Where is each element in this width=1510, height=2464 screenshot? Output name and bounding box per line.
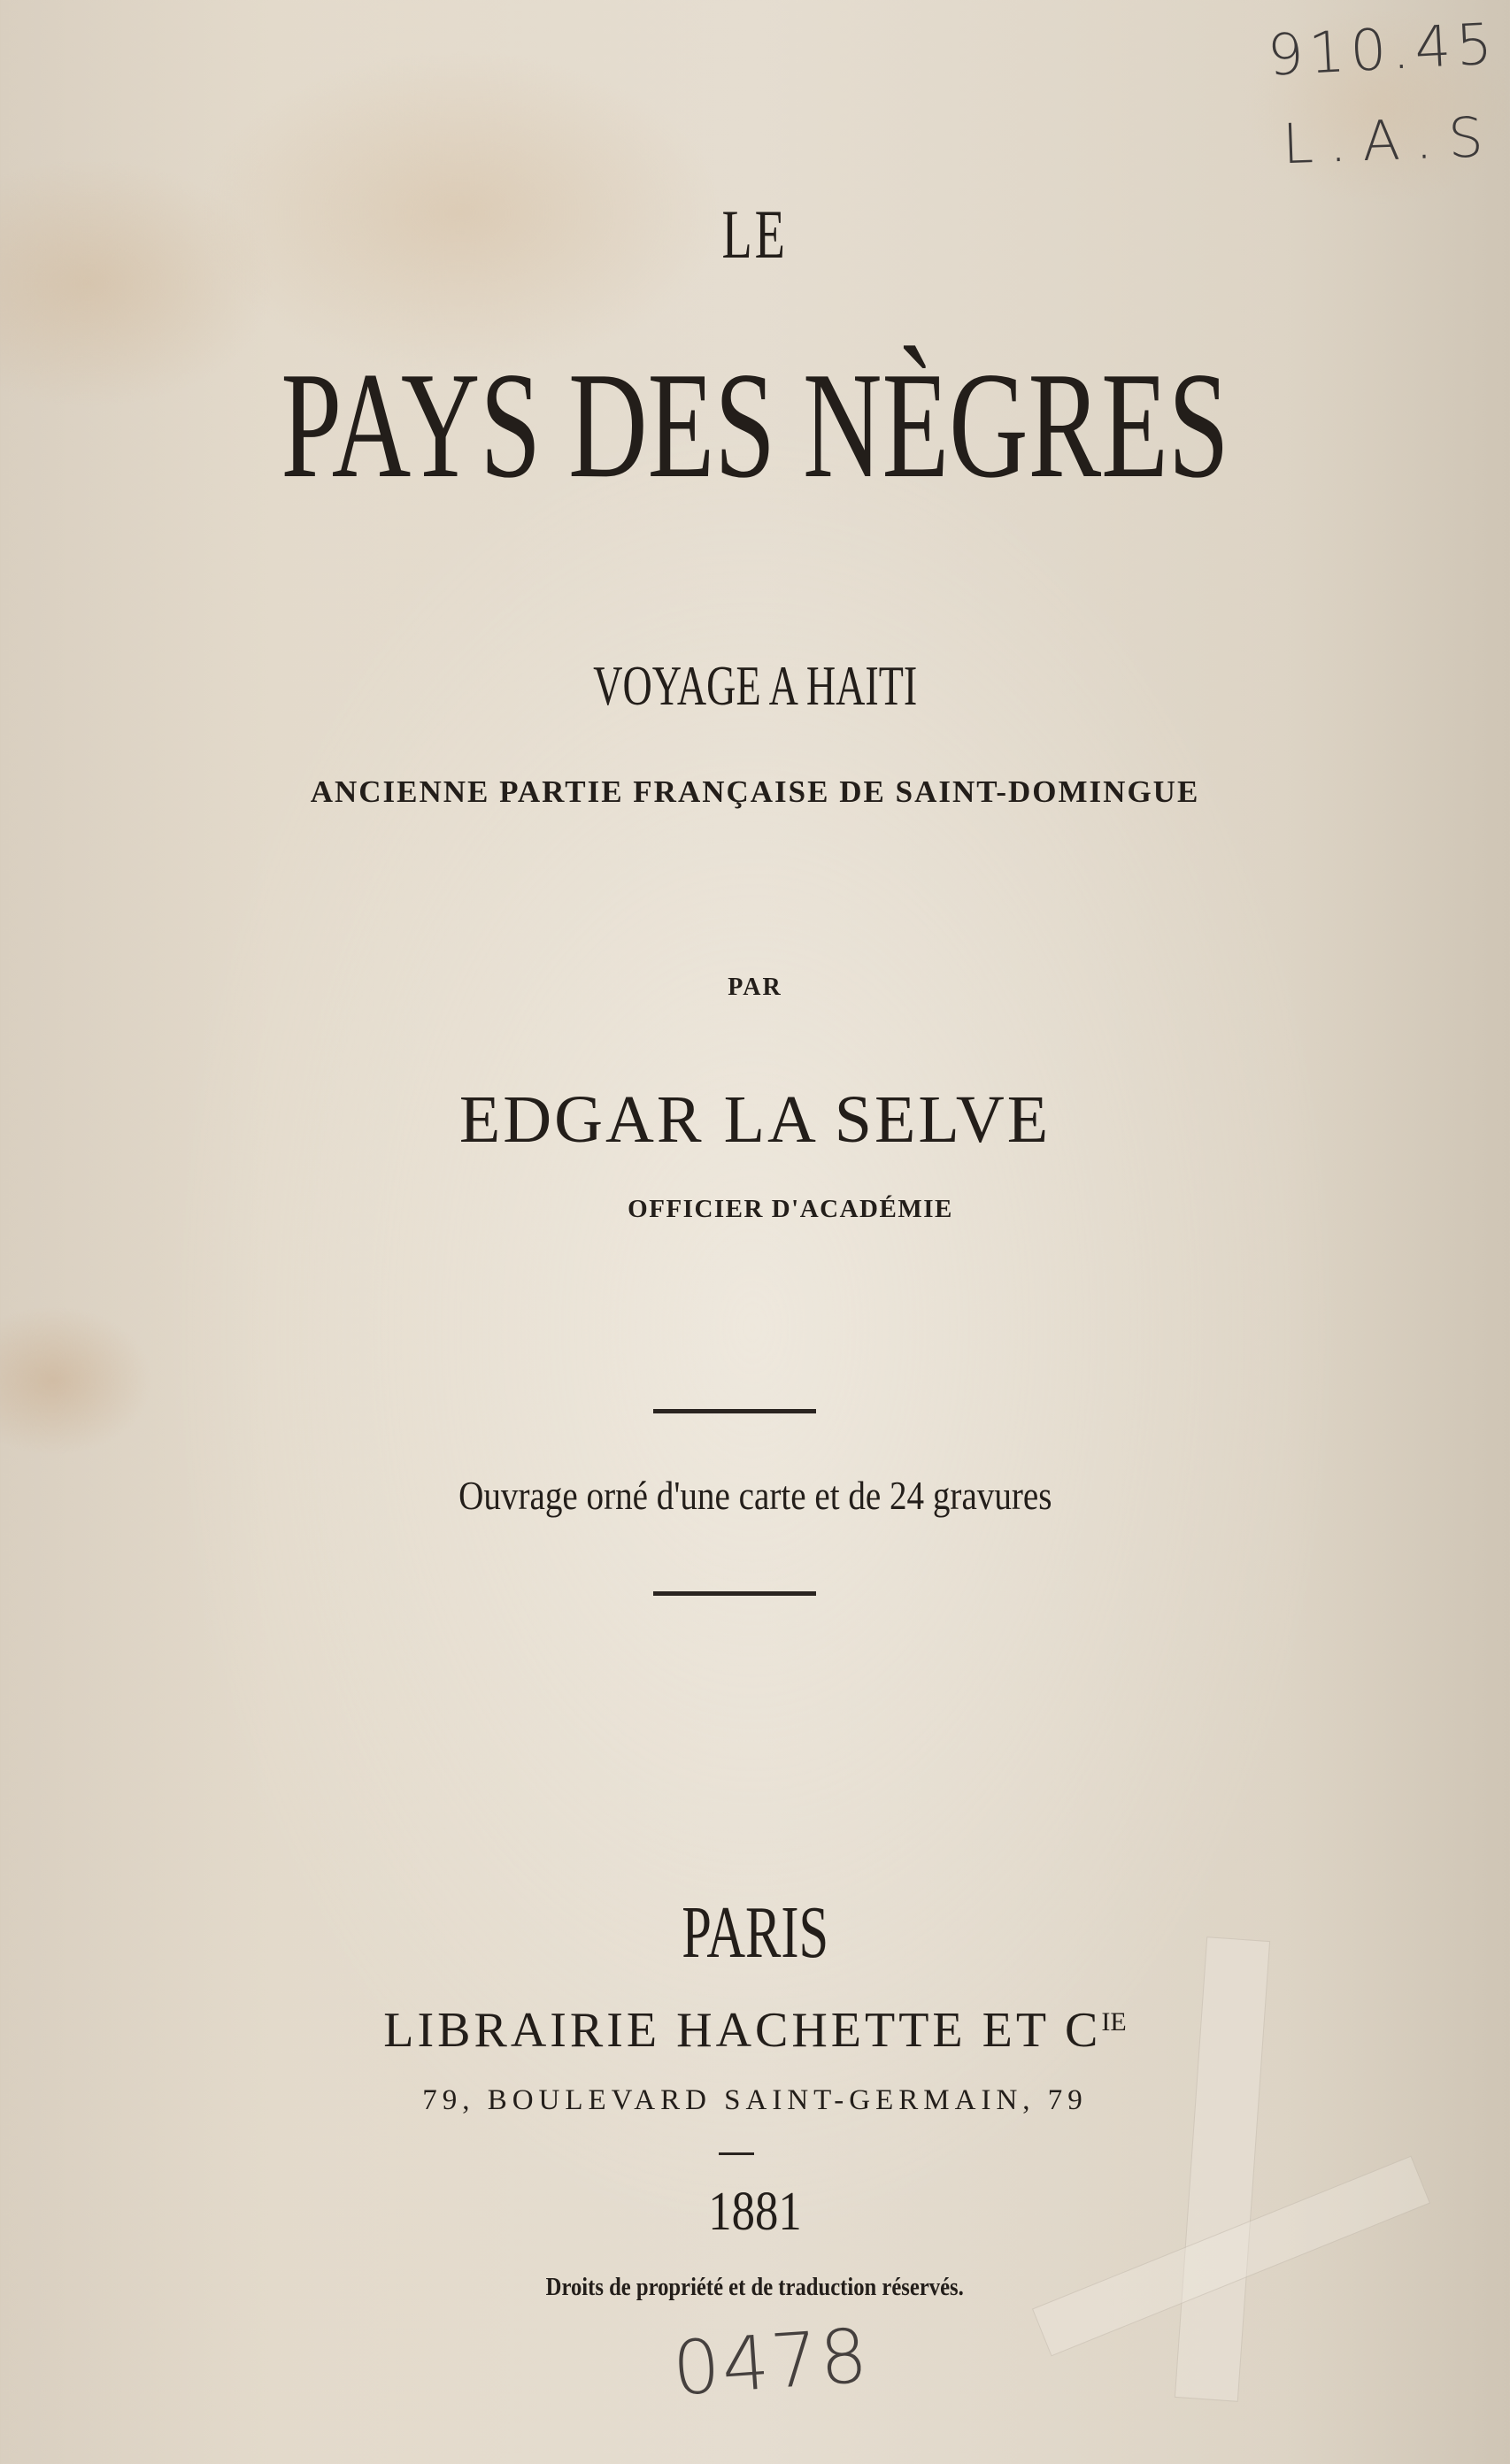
imprint-address: 79, BOULEVARD SAINT-GERMAIN, 79 — [422, 2084, 1088, 2116]
imprint-city-text: PARIS — [682, 1891, 828, 1974]
main-title-text: PAYS DES NÈGRES — [281, 342, 1229, 510]
author-name: EDGAR LA SELVE — [458, 1082, 1052, 1157]
divider-rule — [653, 1591, 816, 1596]
inventory-number: 0478 — [669, 2312, 872, 2413]
rights-notice-text: Droits de propriété et de traduction réservés. — [545, 2273, 965, 2301]
subtitle-text: VOYAGE A HAITI — [592, 654, 918, 717]
rights-notice — [0, 2273, 1510, 2302]
imprint-publisher — [0, 2002, 1510, 2059]
title-article — [0, 195, 1510, 274]
imprint-city — [0, 1890, 1510, 1975]
imprint-year — [0, 2181, 1510, 2244]
imprint-year-text: 1881 — [708, 2182, 802, 2242]
publisher-superscript: IE — [1101, 2007, 1127, 2037]
publisher-text: LIBRAIRIE HACHETTE ET C — [383, 2003, 1102, 2058]
main-title — [0, 342, 1510, 510]
by-label: PAR — [728, 974, 782, 1001]
small-divider — [719, 2152, 754, 2155]
illustrations-note — [0, 1472, 1510, 1519]
subsubtitle — [0, 774, 1510, 810]
author-role: OFFICIER D'ACADÉMIE — [628, 1195, 953, 1223]
shelfmark-line-2: L.A.S — [1282, 104, 1501, 177]
divider-rule — [653, 1409, 816, 1413]
illustrations-note-text: Ouvrage orné d'une carte et de 24 gravures — [458, 1473, 1052, 1518]
shelfmark-line-1: 910.45 — [1266, 12, 1499, 89]
title-article-text: LE — [721, 196, 789, 273]
subtitle — [0, 653, 1510, 719]
subsubtitle-text: ANCIENNE PARTIE FRANÇAISE DE SAINT-DOMINGUE — [310, 774, 1200, 809]
